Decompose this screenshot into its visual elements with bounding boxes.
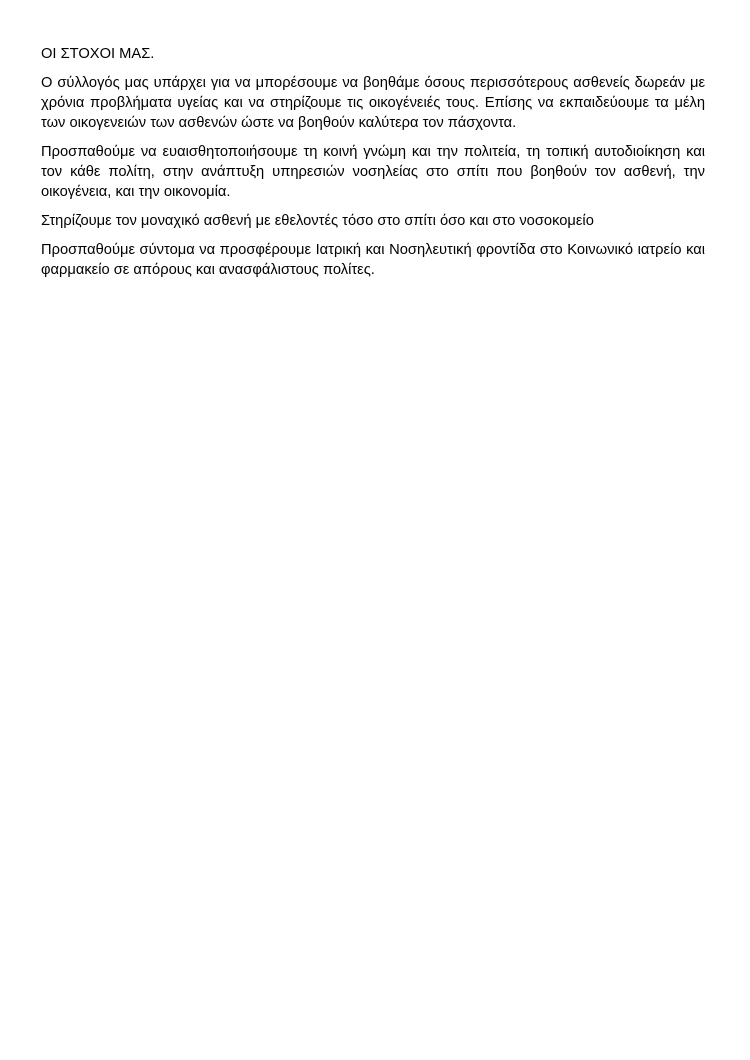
paragraph-mission: Ο σύλλογός μας υπάρχει για να μπορέσουμε να βοηθάμε όσους περισσότερους ασθενείς δωρεάν με χρόνια προβλήματα υγείας και να στηρίζουμε τις οικογένειές τους. Επίσης να εκπαιδεύουμε τα μέλη των οικογενειών των ασθενών ώστε να βοηθούν καλύτερα τον πάσχοντα. bbox=[41, 75, 705, 131]
page-title: ΟΙ ΣΤΟΧΟΙ ΜΑΣ. bbox=[41, 46, 155, 62]
paragraph-awareness: Προσπαθούμε να ευαισθητοποιήσουμε τη κοινή γνώμη και την πολιτεία, τη τοπική αυτοδιοίκηση και τον κάθε πολίτη, στην ανάπτυξη υπηρεσιών νοσηλείας στο σπίτι που βοηθούν τον ασθενή, την οικογένεια, και την οικονομία. bbox=[41, 144, 705, 200]
paragraph-volunteers: Στηρίζουμε τον μοναχικό ασθενή με εθελοντές τόσο στο σπίτι όσο και στο νοσοκομείο bbox=[41, 213, 594, 229]
document-content bbox=[0, 0, 750, 280]
paragraph-clinic: Προσπαθούμε σύντομα να προσφέρουμε Ιατρική και Νοσηλευτική φροντίδα στο Κοινωνικό ιατρείο και φαρμακείο σε απόρους και ανασφάλιστους πολίτες. bbox=[41, 242, 705, 278]
